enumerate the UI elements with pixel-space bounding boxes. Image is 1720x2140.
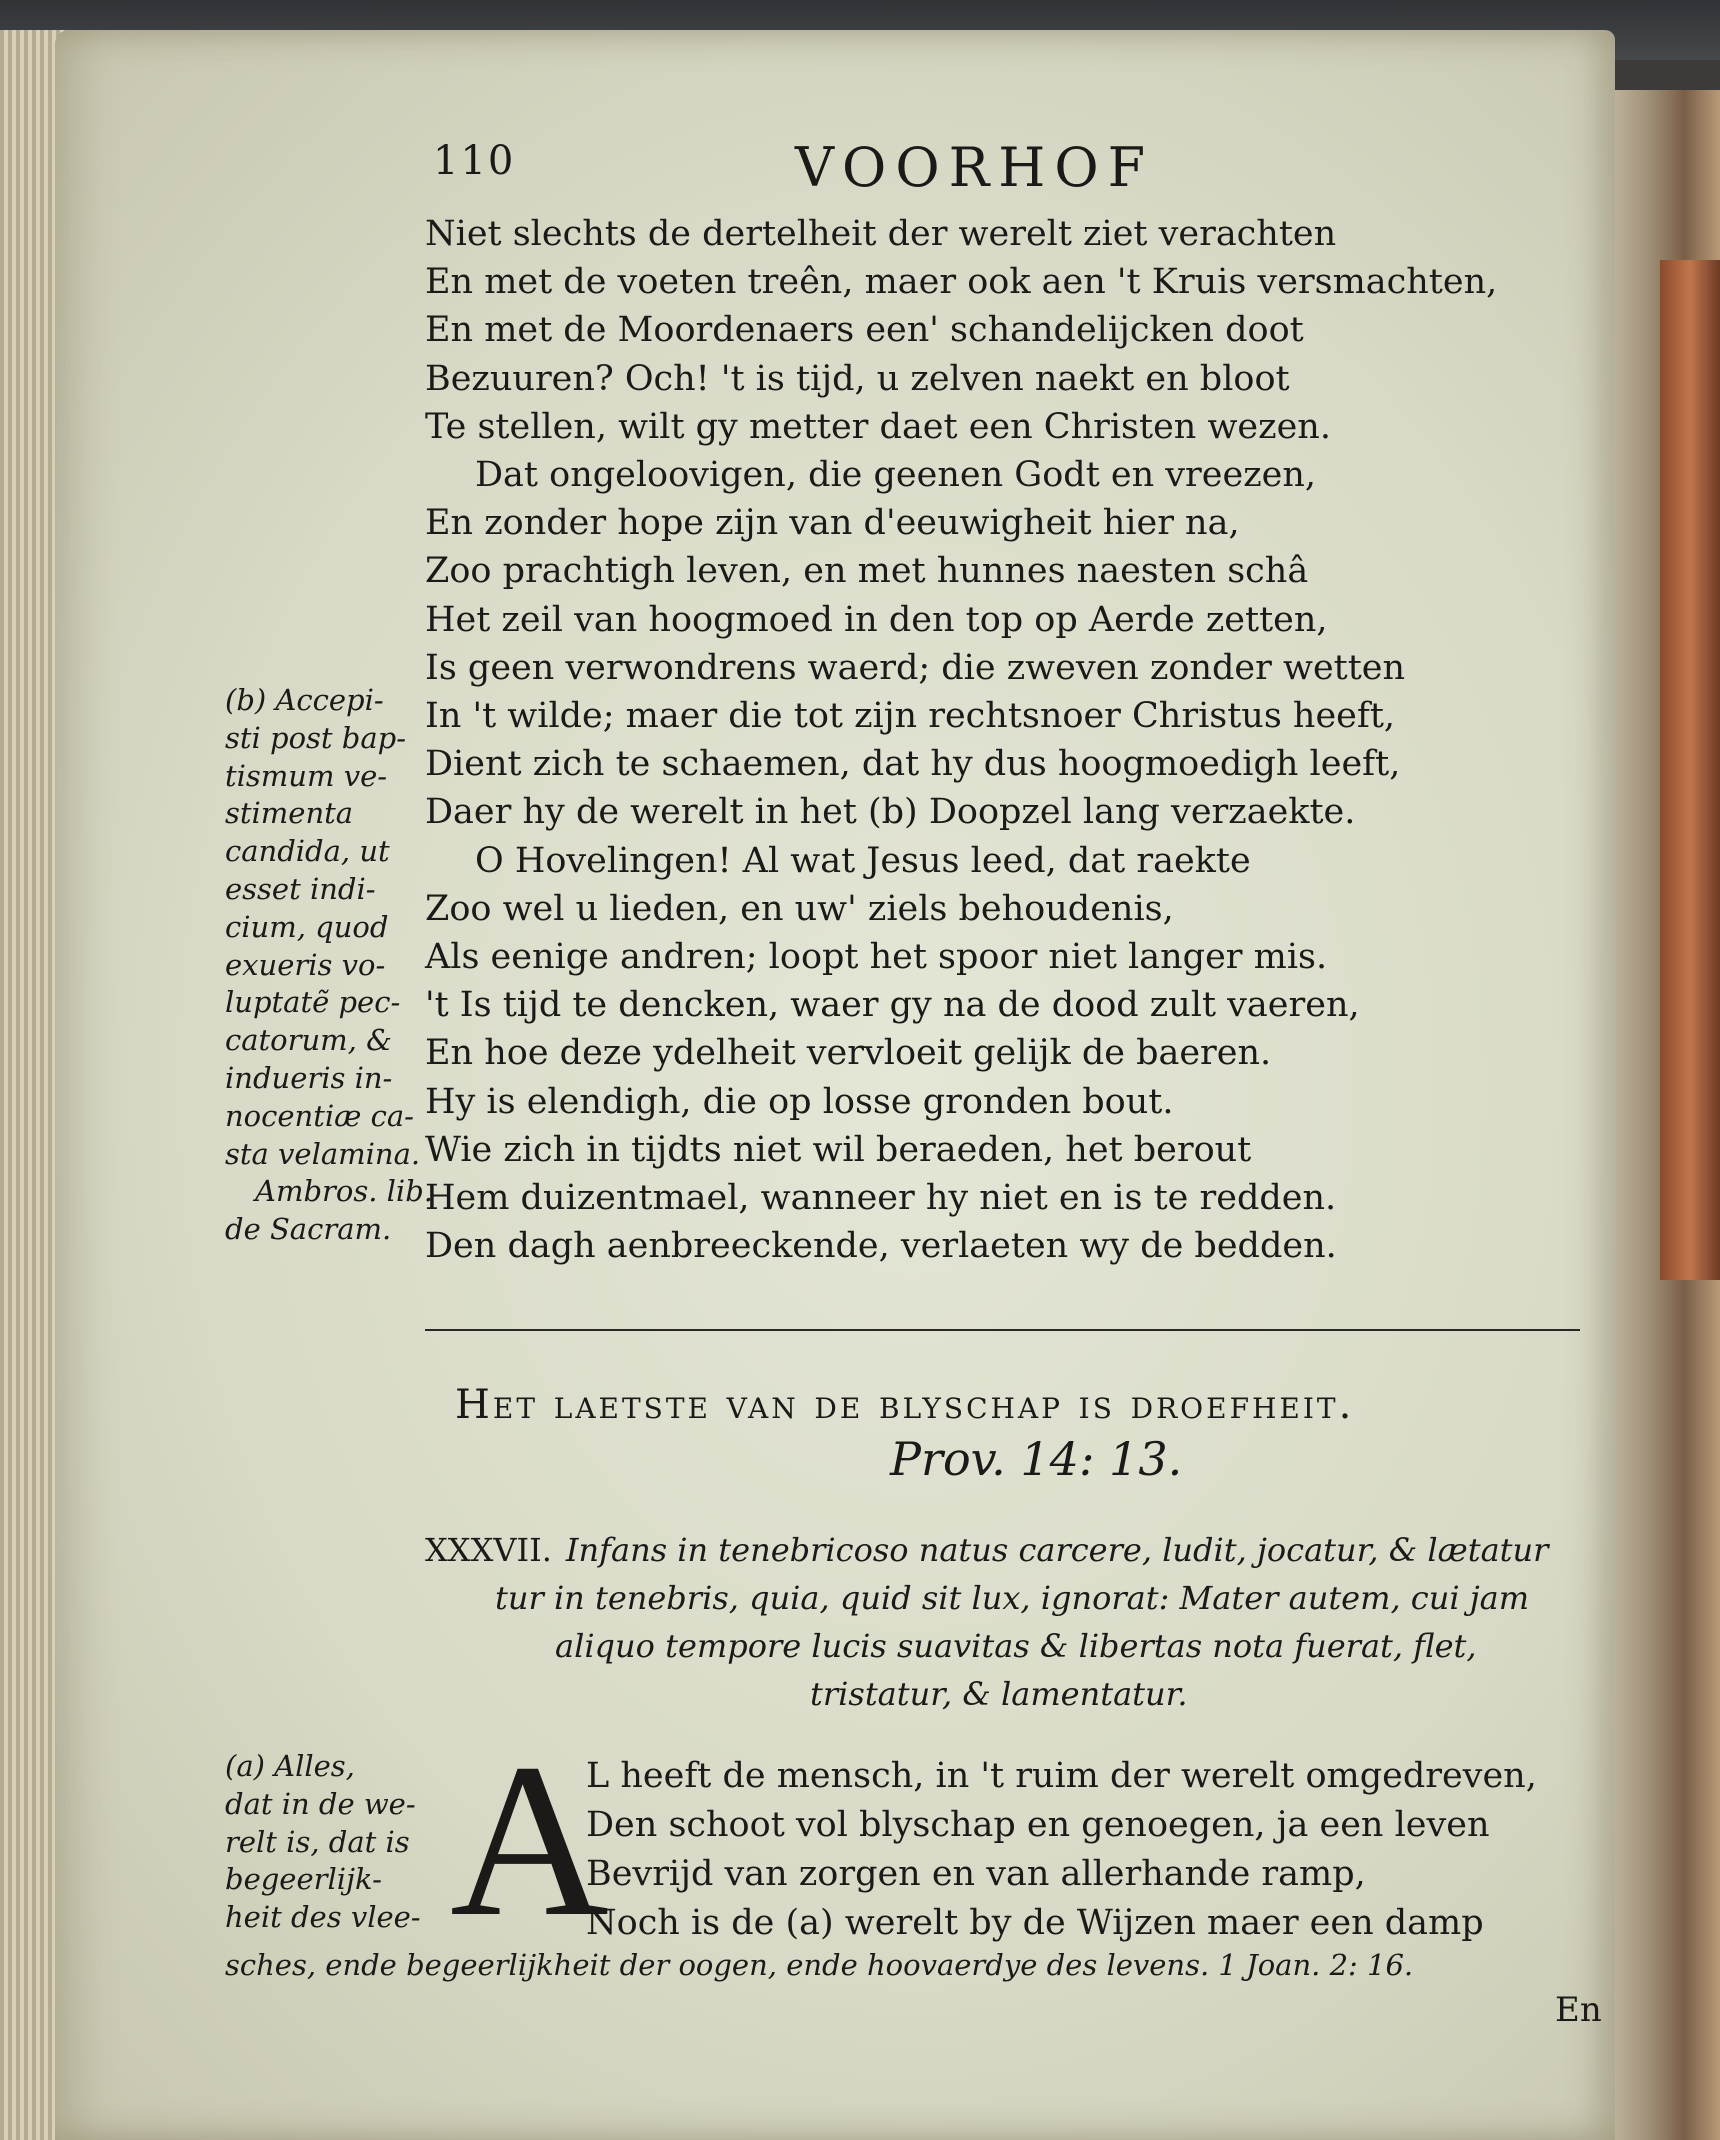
note-line: (b) Accepi- — [225, 683, 384, 717]
note-line: cium, quod — [225, 909, 389, 944]
scripture-reference: Prov. 14: 13. — [890, 1432, 1183, 1486]
margin-note-a — [225, 1748, 421, 1937]
verse-line: Is geen verwondrens waerd; die zweven zonder wetten — [425, 647, 1406, 688]
verse-line: O Hovelingen! Al wat Jesus leed, dat raekte — [475, 840, 1251, 881]
note-line: esset indi- — [225, 871, 376, 906]
drop-cap: A — [450, 1718, 609, 1962]
note-line: catorum, & — [225, 1023, 392, 1058]
note-line: tismum ve- — [225, 758, 388, 793]
note-line: sti post bap- — [225, 720, 407, 755]
verse-line: Den schoot vol blyschap en genoegen, ja een leven — [586, 1805, 1490, 1845]
footnote: sches, ende begeerlijkheit der oogen, ende hoovaerdye des levens. 1 Joan. 2: 16. — [225, 1948, 1414, 1982]
note-line: relt is, dat is — [225, 1824, 410, 1859]
note-line: exueris vo- — [225, 947, 386, 982]
verse-line: Zoo prachtigh leven, en met hunnes naesten schâ — [425, 551, 1309, 592]
book-binding-strip — [1660, 260, 1720, 1280]
note-line: de Sacram. — [225, 1212, 392, 1247]
verse-line: Zoo wel u lieden, en uw' ziels behoudenis, — [425, 888, 1174, 929]
note-line: Ambros. lib. — [255, 1174, 433, 1209]
verse-line: Bezuuren? Och! 't is tijd, u zelven naekt en bloot — [425, 358, 1290, 399]
section-heading — [455, 1382, 1354, 1428]
verse-line: Hy is elendigh, die op losse gronden bout. — [425, 1081, 1174, 1122]
verse-line: En zonder hope zijn van d'eeuwigheit hier na, — [425, 503, 1240, 544]
verse-line: En met de Moordenaers een' schandelijcken doot — [425, 310, 1304, 351]
verse-line: Het zeil van hoogmoed in den top op Aerde zetten, — [425, 599, 1328, 640]
verse-line: Den dagh aenbreeckende, verlaeten wy de bedden. — [425, 1226, 1337, 1267]
verse-line: Te stellen, wilt gy metter daet een Christen wezen. — [425, 406, 1331, 447]
verse-line: In 't wilde; maer die tot zijn rechtsnoer Christus heeft, — [425, 696, 1396, 737]
verse-bottom — [586, 1752, 1537, 1948]
verse-line: Bevrijd van zorgen en van allerhande ramp, — [586, 1854, 1366, 1894]
note-line: (a) Alles, — [225, 1749, 355, 1783]
latin-line: tristatur, & lamentatur. — [810, 1675, 1188, 1713]
verse-line: 't Is tijd te dencken, waer gy na de dood zult vaeren, — [425, 985, 1360, 1026]
verse-line: Wie zich in tijdts niet wil beraeden, het berout — [425, 1129, 1252, 1170]
latin-line: aliquo tempore lucis suavitas & libertas nota fuerat, flet, — [555, 1627, 1477, 1665]
heading-text: et laetste van de blyschap is droefheit. — [492, 1382, 1355, 1428]
latin-line: Infans in tenebricoso natus carcere, ludit, jocatur, & lætatur — [565, 1531, 1549, 1569]
verse-line: L heeft de mensch, in 't ruim der werelt omgedreven, — [586, 1756, 1537, 1796]
latin-epigram — [425, 1526, 1585, 1718]
note-line: heit des vlee- — [225, 1900, 421, 1935]
heading-initial: H — [455, 1382, 493, 1428]
note-line: sta velamina. — [225, 1136, 421, 1171]
verse-line: Als eenige andren; loopt het spoor niet langer mis. — [425, 937, 1328, 978]
verse-line: Hem duizentmael, wanneer hy niet en is te redden. — [425, 1178, 1337, 1219]
latin-line: tur in tenebris, quia, quid sit lux, ignorat: Mater autem, cui jam — [495, 1579, 1530, 1617]
section-divider — [425, 1329, 1580, 1331]
verse-line: En hoe deze ydelheit vervloeit gelijk de baeren. — [425, 1033, 1272, 1074]
verse-line: Daer hy de werelt in het (b) Doopzel lang verzaekte. — [425, 792, 1356, 833]
note-line: luptatẽ pec- — [225, 985, 401, 1020]
margin-note-b — [225, 682, 433, 1249]
verse-line: Noch is de (a) werelt by de Wijzen maer een damp — [586, 1903, 1484, 1943]
verse-line: Niet slechts de dertelheit der werelt ziet verachten — [425, 214, 1337, 254]
running-head: VOORHOF — [795, 136, 1155, 199]
page-number: 110 — [433, 138, 516, 184]
verse-line: Dat ongeloovigen, die geenen Godt en vreezen, — [475, 455, 1317, 496]
verse-line: En met de voeten treên, maer ook aen 't Kruis versmachten, — [425, 262, 1498, 303]
catchword: En — [1555, 1990, 1602, 2030]
note-line: dat in de we- — [225, 1786, 416, 1821]
verse-line: Dient zich te schaemen, dat hy dus hoogmoedigh leeft, — [425, 744, 1401, 785]
verse-top — [425, 210, 1497, 1270]
note-line: indueris in- — [225, 1060, 393, 1095]
note-line: begeerlijk- — [225, 1862, 382, 1897]
note-line: candida, ut — [225, 834, 390, 869]
note-line: nocentiæ ca- — [225, 1098, 414, 1133]
emblem-number: XXXVII. — [425, 1531, 552, 1569]
note-line: stimenta — [225, 796, 354, 831]
